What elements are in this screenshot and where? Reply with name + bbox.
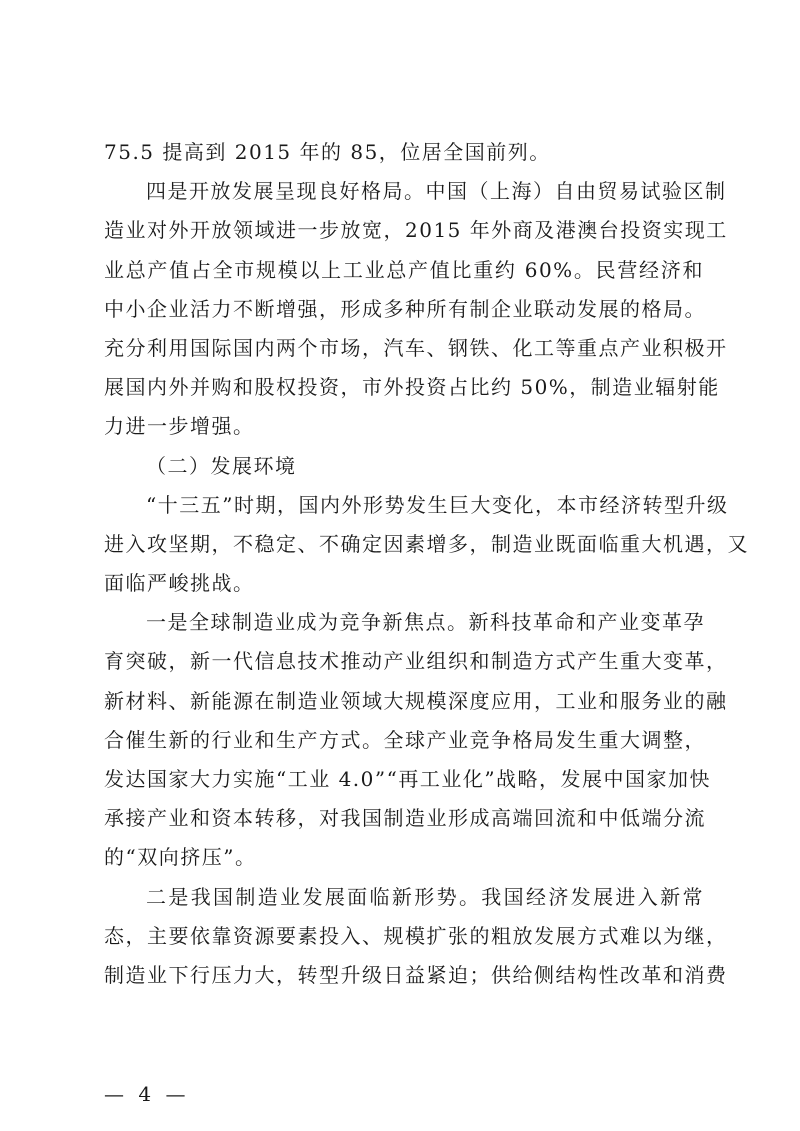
paragraph-continued xyxy=(104,133,704,172)
text-line: 业总产值占全市规模以上工业总产值比重约 60%。民营经济和 xyxy=(104,257,704,282)
paragraph-thirteenth-five-year xyxy=(104,486,749,604)
text-line: “十三五”时期，国内外形势发生巨大变化，本市经济转型升级 xyxy=(146,492,729,517)
page-body xyxy=(104,133,749,995)
page-number: — 4 — xyxy=(104,1082,190,1106)
text-line: 展国内外并购和股权投资，市外投资占比约 50%，制造业辐射能 xyxy=(104,375,720,400)
text-line: 二是我国制造业发展面临新形势。我国经济发展进入新常 xyxy=(146,884,704,909)
text-line: 一是全球制造业成为竞争新焦点。新科技革命和产业变革孕 xyxy=(146,610,705,635)
text-line: 75.5 提高到 2015 年的 85，位居全国前列。 xyxy=(104,140,551,164)
text-line: 态，主要依靠资源要素投入、规模扩张的粗放发展方式难以为继， xyxy=(104,923,728,948)
text-line: 合催生新的行业和生产方式。全球产业竞争格局发生重大调整， xyxy=(104,727,706,752)
paragraph-open-development xyxy=(104,172,728,446)
text-line: 进入攻坚期，不稳定、不确定因素增多，制造业既面临重大机遇，又 xyxy=(104,531,749,556)
text-line: 充分利用国际国内两个市场，汽车、钢铁、化工等重点产业积极开 xyxy=(104,335,728,360)
text-line: 面临严峻挑战。 xyxy=(104,571,255,596)
paragraph-global-manufacturing xyxy=(104,603,728,877)
text-line: 新材料、新能源在制造业领域大规模深度应用，工业和服务业的融 xyxy=(104,688,728,713)
section-heading xyxy=(104,447,704,486)
text-line: 造业对外开放领域进一步放宽，2015 年外商及港澳台投资实现工 xyxy=(104,218,728,243)
text-line: 发达国家大力实施“工业 4.0”“再工业化”战略，发展中国家加快 xyxy=(104,767,712,791)
text-line: 力进一步增强。 xyxy=(104,414,255,439)
text-line: 中小企业活力不断增强，形成多种所有制企业联动发展的格局。 xyxy=(104,296,706,321)
text-line: 育突破，新一代信息技术推动产业组织和制造方式产生重大变革， xyxy=(104,649,728,674)
paragraph-national-manufacturing xyxy=(104,878,728,996)
text-line: 四是开放发展呈现良好格局。中国（上海）自由贸易试验区制 xyxy=(146,179,727,204)
heading-text: （二）发展环境 xyxy=(146,453,297,478)
text-line: 承接产业和资本转移，对我国制造业形成高端回流和中低端分流 xyxy=(104,806,706,831)
text-line: 的“双向挤压”。 xyxy=(104,845,257,870)
text-line: 制造业下行压力大，转型升级日益紧迫；供给侧结构性改革和消费 xyxy=(104,962,728,987)
